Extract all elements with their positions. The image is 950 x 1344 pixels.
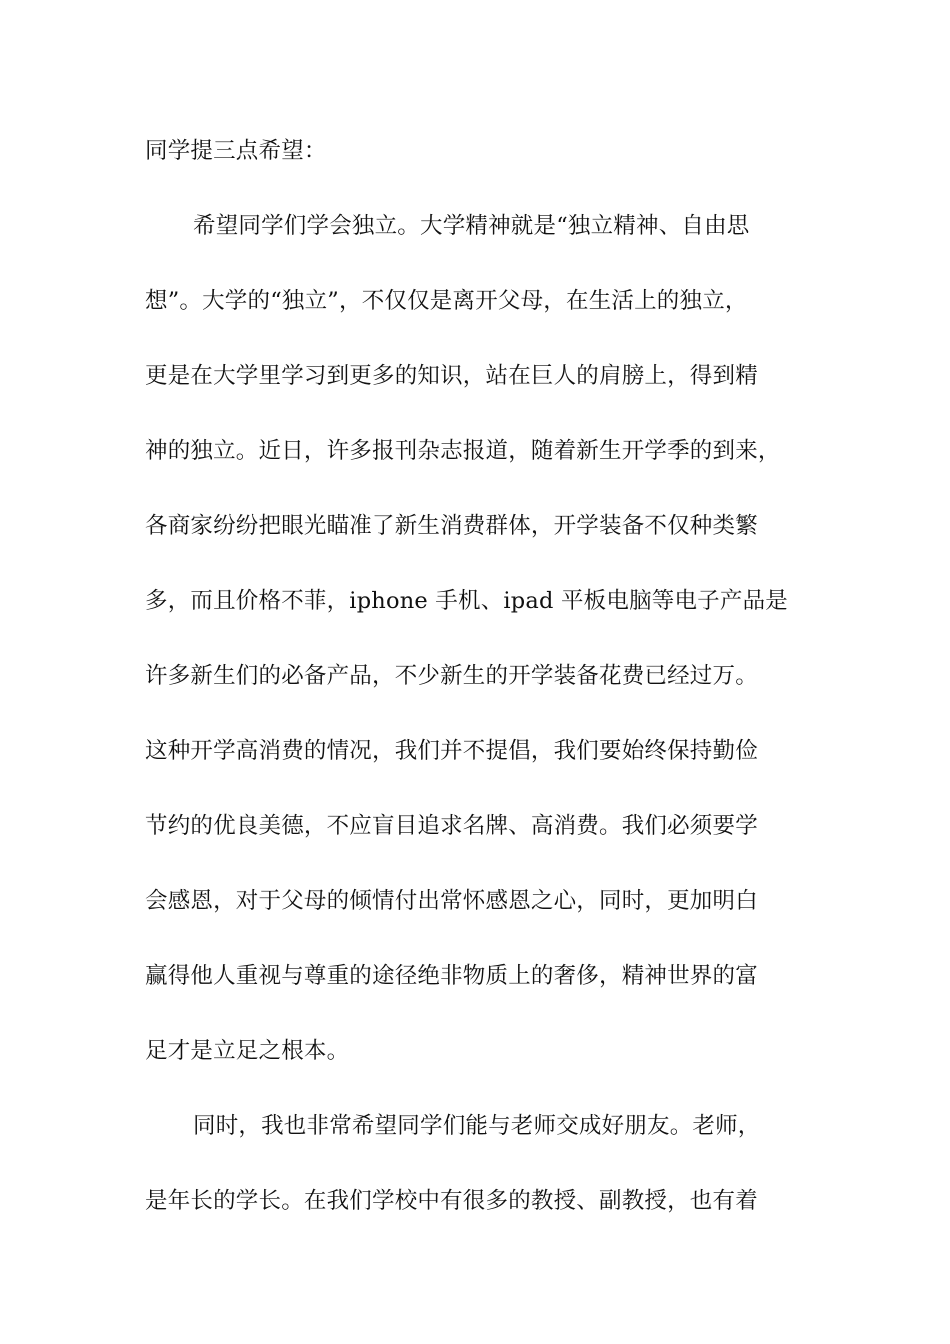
paragraph-line: 会感恩，对于父母的倾情付出常怀感恩之心，同时，更加明白	[145, 888, 758, 914]
paragraph-line: 多，而且价格不菲，iphone 手机、ipad 平板电脑等电子产品是	[145, 588, 788, 614]
paragraph-line: 想”。大学的“独立”，不仅仅是离开父母，在生活上的独立，	[145, 288, 748, 314]
paragraph-line: 节约的优良美德，不应盲目追求名牌、高消费。我们必须要学	[145, 813, 758, 839]
paragraph-line: 这种开学高消费的情况，我们并不提倡，我们要始终保持勤俭	[145, 738, 758, 764]
paragraph-line: 同学提三点希望：	[145, 138, 327, 164]
paragraph-line: 同时，我也非常希望同学们能与老师交成好朋友。老师，	[193, 1113, 761, 1139]
paragraph-line: 是年长的学长。在我们学校中有很多的教授、副教授，也有着	[145, 1188, 758, 1214]
paragraph-line: 足才是立足之根本。	[145, 1038, 350, 1064]
paragraph-line: 赢得他人重视与尊重的途径绝非物质上的奢侈，精神世界的富	[145, 963, 758, 989]
paragraph-line: 更是在大学里学习到更多的知识，站在巨人的肩膀上，得到精	[145, 363, 758, 389]
paragraph-line: 各商家纷纷把眼光瞄准了新生消费群体，开学装备不仅种类繁	[145, 513, 758, 539]
paragraph-line: 希望同学们学会独立。大学精神就是“独立精神、自由思	[193, 213, 750, 239]
paragraph-line: 许多新生们的必备产品，不少新生的开学装备花费已经过万。	[145, 663, 758, 689]
paragraph-line: 神的独立。近日，许多报刊杂志报道，随着新生开学季的到来，	[145, 438, 781, 464]
